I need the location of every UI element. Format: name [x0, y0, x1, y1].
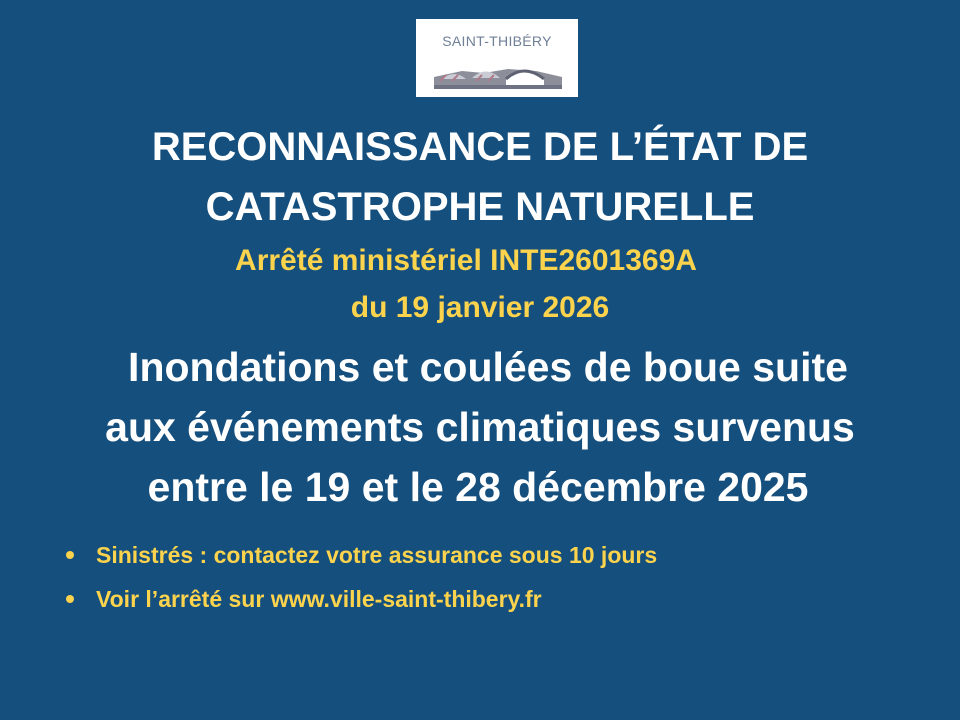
saint-thibery-logo — [416, 19, 578, 97]
event-description-line-1: Inondations et coulées de boue suite — [128, 344, 848, 390]
instruction-item-website — [62, 584, 657, 614]
main-title-line-2: CATASTROPHE NATURELLE — [205, 185, 755, 229]
logo-text: SAINT-THIBÉRY — [442, 33, 552, 49]
bullet-icon — [66, 595, 74, 603]
event-description-line-2: aux événements climatiques survenus — [105, 404, 855, 450]
decree-reference: Arrêté ministériel INTE2601369A — [235, 244, 697, 277]
event-description-line-3: entre le 19 et le 28 décembre 2025 — [147, 464, 809, 510]
bridge-logo-icon — [432, 59, 566, 93]
instruction-text-website: Voir l’arrêté sur www.ville-saint-thibery.fr — [96, 586, 542, 612]
instruction-text-insurance: Sinistrés : contactez votre assurance sous 10 jours — [96, 542, 658, 568]
main-title-line-1: RECONNAISSANCE DE L’ÉTAT DE — [151, 125, 809, 169]
instruction-item-insurance — [62, 540, 657, 570]
bullet-icon — [66, 551, 74, 559]
instructions-list — [62, 540, 657, 628]
decree-date: du 19 janvier 2026 — [350, 291, 610, 324]
